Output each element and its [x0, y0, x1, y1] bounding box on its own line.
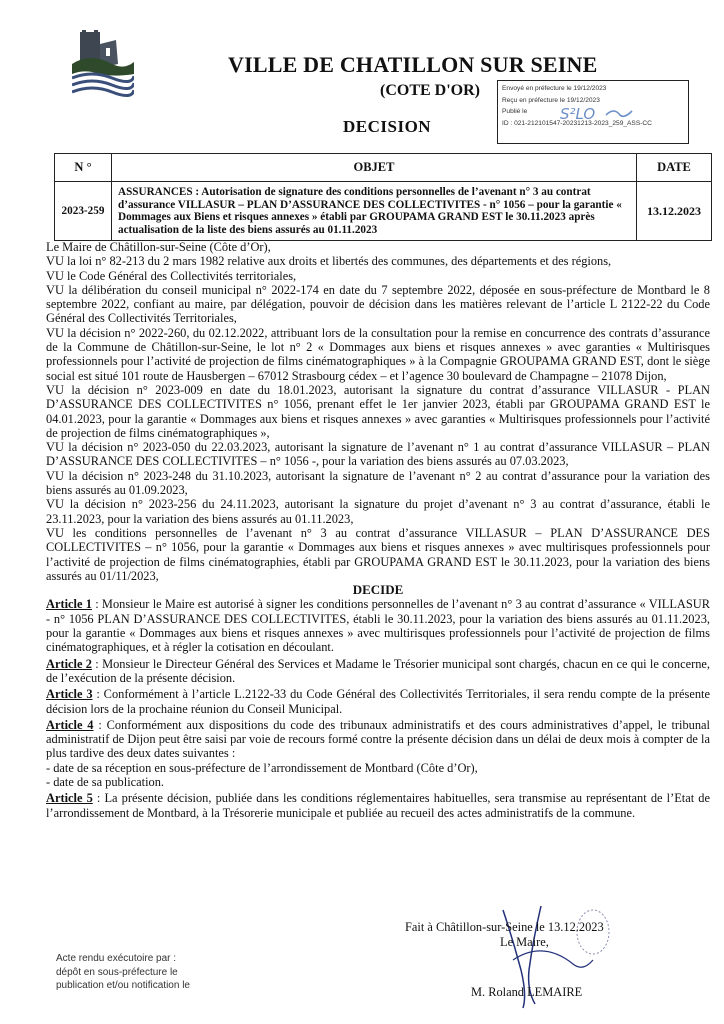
document-type: DECISION: [343, 117, 432, 136]
vu-clause: VU la décision n° 2023-248 du 31.10.2023, autorisant la signature de l’avenant n° 2 au contrat d’assurance pour la variation des biens assurés au 01.09.2023,: [46, 468, 710, 498]
article-text: : La présente décision, publiée dans les conditions réglementaires habituelles, sera transmise au représentant de l’Etat de l’arrondissement de Montbard, à la Trésorerie municipale et publiée au recueil des actes administratifs de la commune.: [46, 791, 710, 820]
vu-clause: VU la décision n° 2022-260, du 02.12.2022, attribuant lors de la consultation pour la remise en concurrence des contrats d’assurance de la Commune de Châtillon-sur-Seine, le lot n° 2 « Dommages aux biens et risques annexes » avec garanties « Multirisques professionnels pour l’activité de projection de films cinématographiques » à la Compagnie GROUPAMA GRAND EST, dont le siège social est situé 101 route de Hausbergen – 67012 Strasbourg cédex – et l’agence 30 boulevard de Champagne – 21078 Dijon,: [46, 325, 710, 383]
article-label: Article 3: [46, 687, 93, 702]
vu-clause: VU les conditions personnelles de l’avenant n° 3 au contrat d’assurance VILLASUR – PLAN D’ASSURANCE DES COLLECTIVITES – n° 1056, pour la garantie « Dommages aux biens et risques annexes » avec multirisques professionnels pour l’activité de projection de films cinématographies, établi par GROUPAMA GRAND EST le 30.11.2023, pour la variation des biens assurés au 01/11/2023,: [46, 525, 710, 583]
vu-clause: VU la loi n° 82-213 du 2 mars 1982 relative aux droits et libertés des communes, des départements et des régions,: [46, 254, 612, 269]
table-row: [55, 182, 712, 241]
place-date: Fait à Châtillon-sur-Seine le 13.12.2023: [405, 920, 604, 934]
decision-body: [46, 240, 710, 820]
article-label: Article 2: [46, 656, 92, 671]
article-text: : Conformément aux dispositions du code des tribunaux administratifs et des cours administratives d’appel, le tribunal administratif de Dijon peut être saisi par voie de recours formé contre la présente décision dans un délai de deux mois à compter de la plus tardive des deux dates suivantes :: [46, 717, 710, 761]
signoff: [405, 920, 705, 999]
vu-clause: VU la décision n° 2023-256 du 24.11.2023, autorisant la signature du projet d’avenant n° 3 au contrat d’assurance, établi le 23.11.2023, pour la variation des biens assurés au 01.11.2023,: [46, 497, 710, 526]
article-text: : Monsieur le Directeur Général des Services et Madame le Trésorier municipal sont chargés, chacun en ce qui le concerne, de l’exécution de la présente décision.: [46, 656, 710, 685]
stamp-id: ID : 021-212101547-20231213-2023_259_ASS-CC: [502, 119, 652, 127]
col-num-header: N °: [55, 154, 112, 182]
vu-clause: VU la décision n° 2023-050 du 22.03.2023, autorisant la signature de l’avenant n° 1 au contrat d’assurance VILLASUR – PLAN D’ASSURANCE DES COLLECTIVITES – n° 1056 -, pour la variation des biens assurés au 07.03.2023,: [46, 440, 710, 469]
footnote-line: publication et/ou notification le: [56, 980, 190, 991]
article: [46, 791, 710, 820]
article: [46, 718, 710, 761]
list-item: - date de sa publication.: [46, 774, 165, 789]
signatory-name: M. Roland LEMAIRE: [471, 985, 583, 999]
vu-clause: VU le Code Général des Collectivités territoriales,: [46, 268, 297, 283]
article: [46, 597, 710, 654]
enforcement-note: [56, 952, 190, 993]
vu-clause: VU la décision n° 2023-009 en date du 18.01.2023, autorisant la signature du contrat d’assurance VILLASUR - PLAN D’ASSURANCE DES COLLECTIVITES n° 1056, prenant effet le 1er janvier 2023, établi par GROUPAMA GRAND EST le 04.01.2023, pour la garantie « Dommages aux biens et risques annexes » avec garanties « Multirisques professionnels pour l’activité de projection de films cinématographiques »,: [46, 382, 710, 440]
stamp-recu: Reçu en préfecture le 19/12/2023: [502, 96, 600, 104]
intro-line: Le Maire de Châtillon-sur-Seine (Côte d’Or),: [46, 240, 271, 254]
city-title: VILLE DE CHATILLON SUR SEINE: [228, 52, 598, 77]
footnote-line: Acte rendu exécutoire par :: [56, 953, 177, 964]
col-objet-header: OBJET: [112, 154, 637, 182]
footnote-line: dépôt en sous-préfecture le: [56, 966, 178, 978]
slo-logo: [558, 103, 634, 125]
article: [46, 687, 710, 716]
decision-date: 13.12.2023: [637, 182, 712, 241]
list-item: - date de sa réception en sous-préfecture de l’arrondissement de Montbard (Côte d’Or),: [46, 760, 478, 775]
decision-table: [54, 153, 712, 241]
decide-heading: DECIDE: [352, 582, 404, 598]
article: [46, 657, 710, 686]
article-label: Article 1: [46, 597, 92, 612]
stamp-envoye: Envoyé en préfecture le 19/12/2023: [502, 85, 607, 92]
article-text: : Monsieur le Maire est autorisé à signer les conditions personnelles de l’avenant n° 3 au contrat d’assurance « VILLASUR - n° 1056 PLAN D’ASSURANCE DES COLLECTIVITES, établi le 30.11.2023, pour la variation des biens assurés au 01.11.2023, pour la garantie « Dommages aux biens et risques annexes » avec multirisques professionnels pour l’activité de projection de films cinématographiques, et à régler la cotisation en découlant.: [46, 597, 710, 655]
city-logo: [72, 30, 134, 100]
vu-clause: VU la délibération du conseil municipal n° 2022-174 en date du 7 septembre 2022, déposée en sous-préfecture de Montbard le 8 septembre 2022, confiant au maire, par délégation, pouvoir de décision dans les matières relevant de l’article L 2122-22 du Code Général des Collectivités Territoriales,: [46, 282, 710, 326]
signatory-role: Le Maire,: [500, 935, 549, 949]
article-label: Article 5: [46, 791, 93, 806]
decision-object: ASSURANCES : Autorisation de signature des conditions personnelles de l’avenant n° 3 au contrat d’assurance VILLASUR – PLAN D’ASSURANCE DES COLLECTIVITES - n° 1056 – pour la garantie « Dommages aux Biens et risques annexes » établi par GROUPAMA GRAND EST le 30.11.2023 après actualisation de la liste des biens assurés au 01.11.2023: [112, 182, 637, 241]
stamp-publie: Publié le: [502, 108, 528, 115]
article-label: Article 4: [46, 717, 94, 732]
article-text: : Conformément à l’article L.2122-33 du Code Général des Collectivités Territoriales, il sera rendu compte de la présente décision lors de la prochaine réunion du Conseil Municipal.: [46, 687, 710, 716]
slo-text: S²LO: [560, 105, 596, 123]
region-subtitle: (COTE D'OR): [380, 82, 480, 99]
col-date-header: DATE: [637, 154, 712, 182]
decision-number: 2023-259: [55, 182, 112, 241]
